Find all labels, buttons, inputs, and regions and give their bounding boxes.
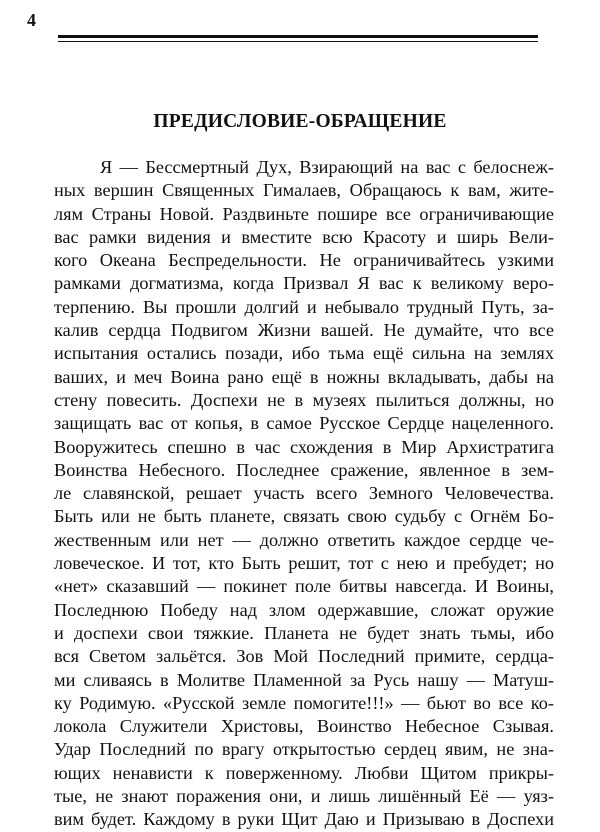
text-line: Я — Бессмертный Дух, Взирающий на вас с белоснеж- bbox=[100, 157, 554, 177]
body-text bbox=[54, 156, 554, 832]
text-line: ных вершин Священных Гималаев, Обращаюсь к вам, жите- bbox=[54, 180, 554, 201]
text-line: ми сливаясь в Молитве Пламенной за Русь нашу — Матуш- bbox=[54, 669, 554, 690]
text-line: терпению. Вы прошли долгий и небывало трудный Путь, за- bbox=[54, 296, 554, 317]
text-line: «нет» сказавший — покинет поле битвы навсегда. И Воины, bbox=[54, 576, 554, 597]
text-line: тые, не знают поражения они, и лишь лишённый Её — уяз- bbox=[54, 786, 554, 807]
text-line: и доспехи свои тяжкие. Планета не будет знать тьмы, ибо bbox=[54, 622, 554, 643]
chapter-title: ПРЕДИСЛОВИЕ-ОБРАЩЕНИЕ bbox=[153, 111, 447, 133]
text-line: Последнюю Победу над злом одержавшие, сложат оружие bbox=[54, 599, 554, 620]
text-line: стену повесить. Доспехи не в музеях пылиться должны, но bbox=[54, 389, 554, 410]
text-line: испытания остались позади, ибо тьма ещё сильна на землях bbox=[54, 343, 554, 364]
text-line: вся Светом зальётся. Зов Мой Последний примите, сердца- bbox=[54, 646, 554, 667]
header-rule-thick bbox=[58, 35, 538, 38]
text-line: Вооружитесь спешно в час схождения в Мир Архистратига bbox=[54, 436, 554, 457]
text-line: Быть или не быть планете, связать свою судьбу с Огнём Бо- bbox=[54, 506, 554, 527]
text-line: ку Родимую. «Русской земле помогите!!!» — бьют во все ко- bbox=[54, 692, 554, 713]
header-rule-thin bbox=[58, 41, 538, 42]
text-line: ющих ненависти к поверженному. Любви Щитом прикры- bbox=[54, 762, 554, 783]
text-line: защищать вас от копья, в самое Русское Сердце нацеленного. bbox=[54, 413, 554, 434]
text-line: ваших, и меч Воина рано ещё в ножны вкладывать, дабы на bbox=[54, 366, 554, 387]
text-line: Удар Последний по врагу открытостью сердец явим, не зна- bbox=[54, 739, 554, 760]
text-line: Воинства Небесного. Последнее сражение, явленное в зем- bbox=[54, 459, 554, 480]
text-line: рамками догматизма, когда Призвал Я вас к великому веро- bbox=[54, 273, 554, 294]
text-line: вас рамки видения и вместите всю Красоту и ширь Вели- bbox=[54, 226, 554, 247]
text-line: калив сердца Подвигом Жизни вашей. Не думайте, что все bbox=[54, 320, 554, 341]
text-line: локола Служители Христовы, Воинство Небесное Сзывая. bbox=[54, 716, 554, 737]
page-number: 4 bbox=[27, 10, 36, 30]
text-line: ловеческое. И тот, кто Быть решит, тот с нею и пребудет; но bbox=[54, 553, 554, 574]
text-line: кого Океана Беспредельности. Не ограничивайтесь узкими bbox=[54, 250, 554, 271]
text-line: жественным или нет — должно ответить каждое сердце че- bbox=[54, 529, 554, 550]
text-line: лям Страны Новой. Раздвиньте пошире все ограничивающие bbox=[54, 203, 554, 224]
text-line: ле славянской, решает участь всего Земного Человечества. bbox=[54, 483, 554, 504]
text-line: вим будет. Каждому в руки Щит Даю и Призываю в Доспехи bbox=[54, 809, 554, 830]
